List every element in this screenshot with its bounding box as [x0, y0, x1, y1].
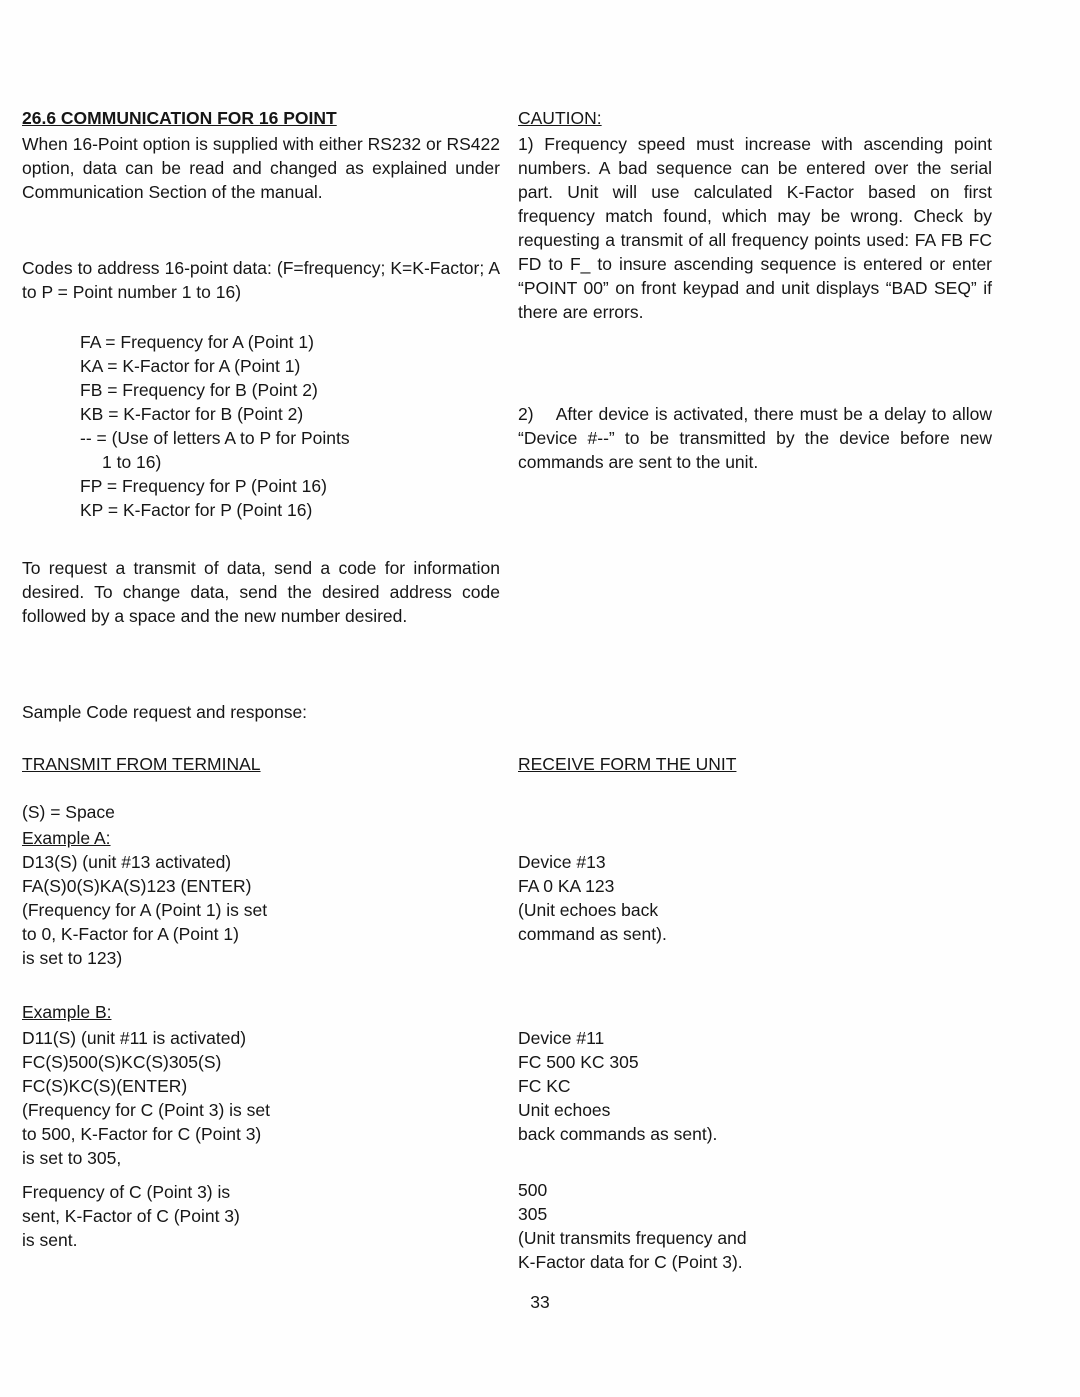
response-c-line: 305: [518, 1204, 548, 1224]
left-column: [22, 0, 500, 1397]
example-b-line: (Frequency for C (Point 3) is set: [22, 1100, 270, 1120]
request-paragraph: To request a transmit of data, send a code for information desired. To change data, send the desired address code followed by a space and the new number desired.: [22, 558, 500, 626]
example-b-line: sent, K-Factor of C (Point 3): [22, 1206, 240, 1226]
codes-intro-paragraph: Codes to address 16-point data: (F=frequency; K=K-Factor; A to P = Point number 1 to 16): [22, 258, 500, 302]
example-b-line: FC(S)500(S)KC(S)305(S): [22, 1052, 222, 1072]
response-a-line: Device #13: [518, 852, 606, 872]
example-b-label: Example B:: [22, 1002, 112, 1022]
receive-heading: RECEIVE FORM THE UNIT: [518, 754, 737, 774]
example-a-line: to 0, K-Factor for A (Point 1): [22, 924, 239, 944]
example-a-label: Example A:: [22, 828, 111, 848]
example-b-line: is sent.: [22, 1230, 78, 1250]
example-b-line: to 500, K-Factor for C (Point 3): [22, 1124, 262, 1144]
code-line: KP = K-Factor for P (Point 16): [80, 500, 313, 520]
example-a-line: D13(S) (unit #13 activated): [22, 852, 232, 872]
code-list: [80, 330, 500, 522]
caution-paragraph-2: 2) After device is activated, there must be a delay to allow “Device #--” to be transmitted by the device before new commands are sent to the unit.: [518, 404, 992, 472]
response-c-line: 500: [518, 1180, 548, 1200]
response-c-line: K-Factor data for C (Point 3).: [518, 1252, 743, 1272]
code-line: -- = (Use of letters A to P for Points: [80, 428, 350, 448]
caution-paragraph-1: 1) Frequency speed must increase with ascending point numbers. A bad sequence can be entered over the serial part. Unit will use calculated K-Factor based on first frequency match found, which may be wrong. Check by requesting a transmit of all frequency points used: FA FB FC FD to F_ to insure ascending sequence is entered or enter “POINT 00” on front keypad and unit displays “BAD SEQ” if there are errors.: [518, 134, 992, 322]
code-line: FP = Frequency for P (Point 16): [80, 476, 327, 496]
response-b-line: FC 500 KC 305: [518, 1052, 639, 1072]
example-a-line: is set to 123): [22, 948, 123, 968]
code-line: KA = K-Factor for A (Point 1): [80, 356, 301, 376]
example-b-line: Frequency of C (Point 3) is: [22, 1182, 231, 1202]
response-a-line: (Unit echoes back: [518, 900, 659, 920]
code-line: FB = Frequency for B (Point 2): [80, 380, 318, 400]
response-a-line: command as sent).: [518, 924, 667, 944]
response-c-line: (Unit transmits frequency and: [518, 1228, 747, 1248]
sample-intro-line: Sample Code request and response:: [22, 702, 308, 722]
response-b-line: Unit echoes: [518, 1100, 611, 1120]
response-b-line: back commands as sent).: [518, 1124, 718, 1144]
response-b-line: FC KC: [518, 1076, 571, 1096]
example-a-line: (Frequency for A (Point 1) is set: [22, 900, 268, 920]
code-line: KB = K-Factor for B (Point 2): [80, 404, 304, 424]
code-line-continuation: 1 to 16): [102, 452, 162, 472]
example-b-line: is set to 305,: [22, 1148, 122, 1168]
response-a-block: [518, 850, 992, 946]
space-note: (S) = Space: [22, 802, 115, 822]
right-column: [518, 0, 992, 1397]
intro-paragraph: When 16-Point option is supplied with either RS232 or RS422 option, data can be read and changed as explained under Communication Section of the manual.: [22, 134, 500, 202]
example-a-block: [22, 850, 500, 970]
example-a-line: FA(S)0(S)KA(S)123 (ENTER): [22, 876, 252, 896]
response-b-line: Device #11: [518, 1028, 605, 1048]
example-b-line: FC(S)KC(S)(ENTER): [22, 1076, 188, 1096]
response-c-block: [518, 1178, 992, 1274]
section-heading: 26.6 COMMUNICATION FOR 16 POINT: [22, 108, 337, 128]
caution-heading: CAUTION:: [518, 108, 602, 128]
example-b-line: D11(S) (unit #11 is activated): [22, 1028, 247, 1048]
page-number: 33: [530, 1292, 550, 1312]
response-a-line: FA 0 KA 123: [518, 876, 615, 896]
transmit-heading: TRANSMIT FROM TERMINAL: [22, 754, 261, 774]
example-b-block: [22, 1026, 500, 1252]
response-b-block: [518, 1026, 992, 1146]
code-line: FA = Frequency for A (Point 1): [80, 332, 314, 352]
